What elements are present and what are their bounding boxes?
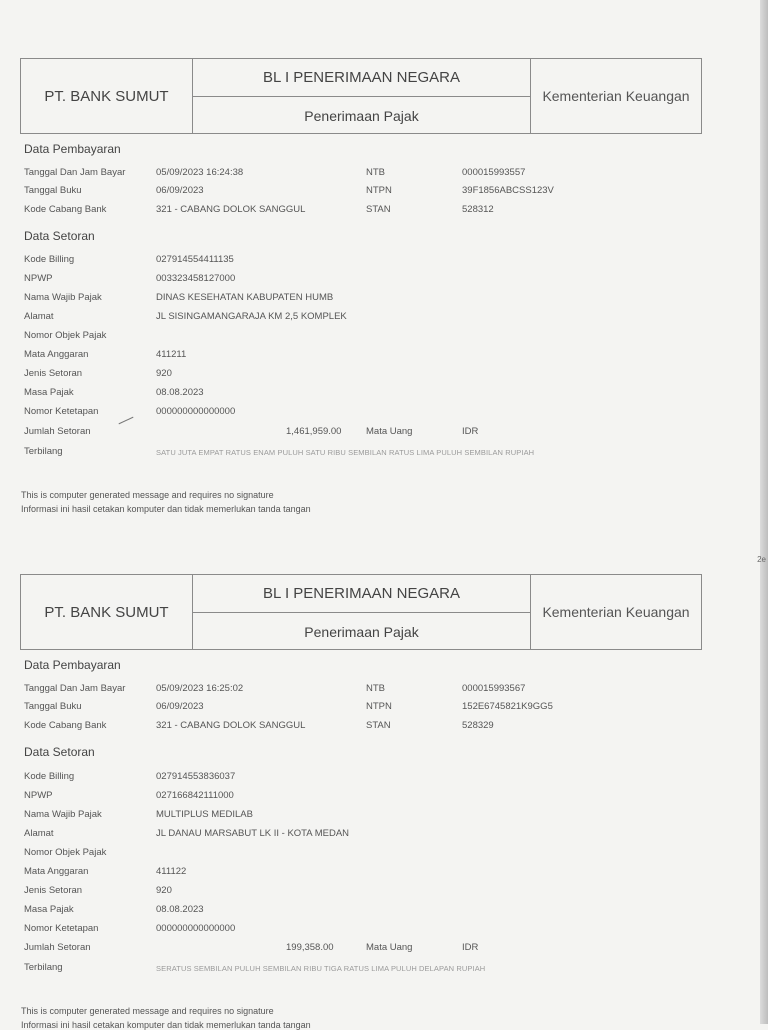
label: Kode Billing: [24, 254, 75, 265]
section-deposit-title: Data Setoran: [24, 745, 95, 759]
label: NTB: [366, 683, 385, 694]
value: 000015993557: [462, 167, 526, 178]
row-mata-anggaran: [0, 866, 740, 882]
value: 411211: [156, 349, 187, 360]
label: Jenis Setoran: [24, 885, 83, 896]
label: Jumlah Setoran: [24, 942, 91, 953]
label: NPWP: [24, 790, 53, 801]
row-tanggal-jam: [0, 167, 740, 183]
value: 027166842111000: [156, 790, 234, 801]
receipt-subtitle: Penerimaan Pajak: [304, 623, 419, 640]
receipt-title: BL I PENERIMAAN NEGARA: [193, 59, 530, 97]
value: 000015993567: [462, 683, 526, 694]
row-jenis-setoran: [0, 368, 740, 384]
value: 39F1856ABCSS123V: [462, 185, 554, 196]
label: Mata Uang: [366, 942, 413, 953]
row-npwp: [0, 273, 740, 289]
row-jenis-setoran: [0, 885, 740, 901]
header-center: [193, 59, 530, 133]
currency-value: IDR: [462, 426, 479, 437]
section-payment-title: Data Pembayaran: [24, 658, 121, 672]
row-nama-wajib-pajak: [0, 809, 740, 825]
value: 003323458127000: [156, 273, 236, 284]
label: NPWP: [24, 273, 53, 284]
value: 027914554411135: [156, 254, 234, 265]
row-nama-wajib-pajak: [0, 292, 740, 308]
label: Nomor Objek Pajak: [24, 330, 107, 341]
amount-value: 1,461,959.00: [286, 426, 342, 437]
footer-english: This is computer generated message and requires no signature: [21, 1006, 274, 1016]
row-nomor-ketetapan: [0, 406, 740, 422]
row-tanggal-buku: [0, 701, 740, 717]
label: Alamat: [24, 828, 54, 839]
footer-indonesian: Informasi ini hasil cetakan komputer dan tidak memerlukan tanda tangan: [21, 504, 311, 514]
label: NTPN: [366, 701, 392, 712]
value: 321 - CABANG DOLOK SANGGUL: [156, 720, 306, 731]
value: 08.08.2023: [156, 387, 204, 398]
value: 411122: [156, 866, 187, 877]
label: NTPN: [366, 185, 392, 196]
label: Nama Wajib Pajak: [24, 809, 102, 820]
value: 05/09/2023 16:25:02: [156, 683, 244, 694]
amount-in-words: SATU JUTA EMPAT RATUS ENAM PULUH SATU RIBU SEMBILAN RATUS LIMA PULUH SEMBILAN RUPIAH: [156, 448, 535, 457]
header-center: [193, 575, 530, 649]
label: Kode Billing: [24, 771, 75, 782]
label: Tanggal Dan Jam Bayar: [24, 167, 126, 178]
label: Masa Pajak: [24, 904, 74, 915]
amount-value: 199,358.00: [286, 942, 334, 953]
ministry-name: Kementerian Keuangan: [530, 575, 701, 649]
footer-indonesian: Informasi ini hasil cetakan komputer dan tidak memerlukan tanda tangan: [21, 1020, 311, 1030]
label: Mata Uang: [366, 426, 413, 437]
label: Alamat: [24, 311, 54, 322]
row-masa-pajak: [0, 904, 740, 920]
value: 528329: [462, 720, 494, 731]
row-nomor-objek-pajak: [0, 330, 740, 346]
label: Mata Anggaran: [24, 349, 89, 360]
row-kode-billing: [0, 771, 740, 787]
label: Terbilang: [24, 446, 63, 457]
row-kode-cabang: [0, 720, 740, 736]
currency-value: IDR: [462, 942, 479, 953]
row-jumlah-setoran: [0, 942, 740, 958]
label: NTB: [366, 167, 385, 178]
row-kode-cabang: [0, 204, 740, 220]
row-nomor-objek-pajak: [0, 847, 740, 863]
value: 06/09/2023: [156, 701, 204, 712]
value: 920: [156, 368, 172, 379]
row-alamat: [0, 311, 740, 327]
label: Mata Anggaran: [24, 866, 89, 877]
page-edge: [760, 0, 768, 1024]
value: 05/09/2023 16:24:38: [156, 167, 244, 178]
value: 027914553836037: [156, 771, 236, 782]
label: STAN: [366, 204, 391, 215]
value: 000000000000000: [156, 923, 236, 934]
footer-english: This is computer generated message and requires no signature: [21, 490, 274, 500]
receipt-header: [20, 58, 702, 134]
ministry-name: Kementerian Keuangan: [530, 59, 701, 133]
label: Nomor Objek Pajak: [24, 847, 107, 858]
value: 528312: [462, 204, 494, 215]
row-jumlah-setoran: [0, 426, 740, 442]
row-nomor-ketetapan: [0, 923, 740, 939]
row-mata-anggaran: [0, 349, 740, 365]
row-tanggal-buku: [0, 185, 740, 201]
value: 321 - CABANG DOLOK SANGGUL: [156, 204, 306, 215]
label: Tanggal Dan Jam Bayar: [24, 683, 126, 694]
label: Kode Cabang Bank: [24, 204, 107, 215]
value: DINAS KESEHATAN KABUPATEN HUMB: [156, 292, 334, 303]
label: Jenis Setoran: [24, 368, 83, 379]
amount-in-words: SERATUS SEMBILAN PULUH SEMBILAN RIBU TIGA RATUS LIMA PULUH DELAPAN RUPIAH: [156, 964, 486, 973]
label: Tanggal Buku: [24, 701, 82, 712]
label: Kode Cabang Bank: [24, 720, 107, 731]
label: Nomor Ketetapan: [24, 406, 99, 417]
value: JL DANAU MARSABUT LK II - KOTA MEDAN: [156, 828, 350, 839]
value: 920: [156, 885, 172, 896]
receipt-title: BL I PENERIMAAN NEGARA: [193, 575, 530, 613]
row-terbilang: [0, 446, 740, 462]
label: Terbilang: [24, 962, 63, 973]
label: Jumlah Setoran: [24, 426, 91, 437]
section-deposit-title: Data Setoran: [24, 229, 95, 243]
section-payment-title: Data Pembayaran: [24, 142, 121, 156]
row-kode-billing: [0, 254, 740, 270]
row-terbilang: [0, 962, 740, 978]
row-alamat: [0, 828, 740, 844]
label: Masa Pajak: [24, 387, 74, 398]
value: JL SISINGAMANGARAJA KM 2,5 KOMPLEK: [156, 311, 347, 322]
label: Nomor Ketetapan: [24, 923, 99, 934]
row-tanggal-jam: [0, 683, 740, 699]
value: 000000000000000: [156, 406, 236, 417]
label: STAN: [366, 720, 391, 731]
value: 152E6745821K9GG5: [462, 701, 553, 712]
bank-name: PT. BANK SUMUT: [21, 59, 193, 133]
label: Tanggal Buku: [24, 185, 82, 196]
row-masa-pajak: [0, 387, 740, 403]
receipt-header: [20, 574, 702, 650]
label: Nama Wajib Pajak: [24, 292, 102, 303]
bank-name: PT. BANK SUMUT: [21, 575, 193, 649]
value: MULTIPLUS MEDILAB: [156, 809, 253, 820]
receipt-subtitle: Penerimaan Pajak: [304, 107, 419, 124]
value: 08.08.2023: [156, 904, 204, 915]
value: 06/09/2023: [156, 185, 204, 196]
edge-mark: 2e: [757, 555, 766, 564]
row-npwp: [0, 790, 740, 806]
